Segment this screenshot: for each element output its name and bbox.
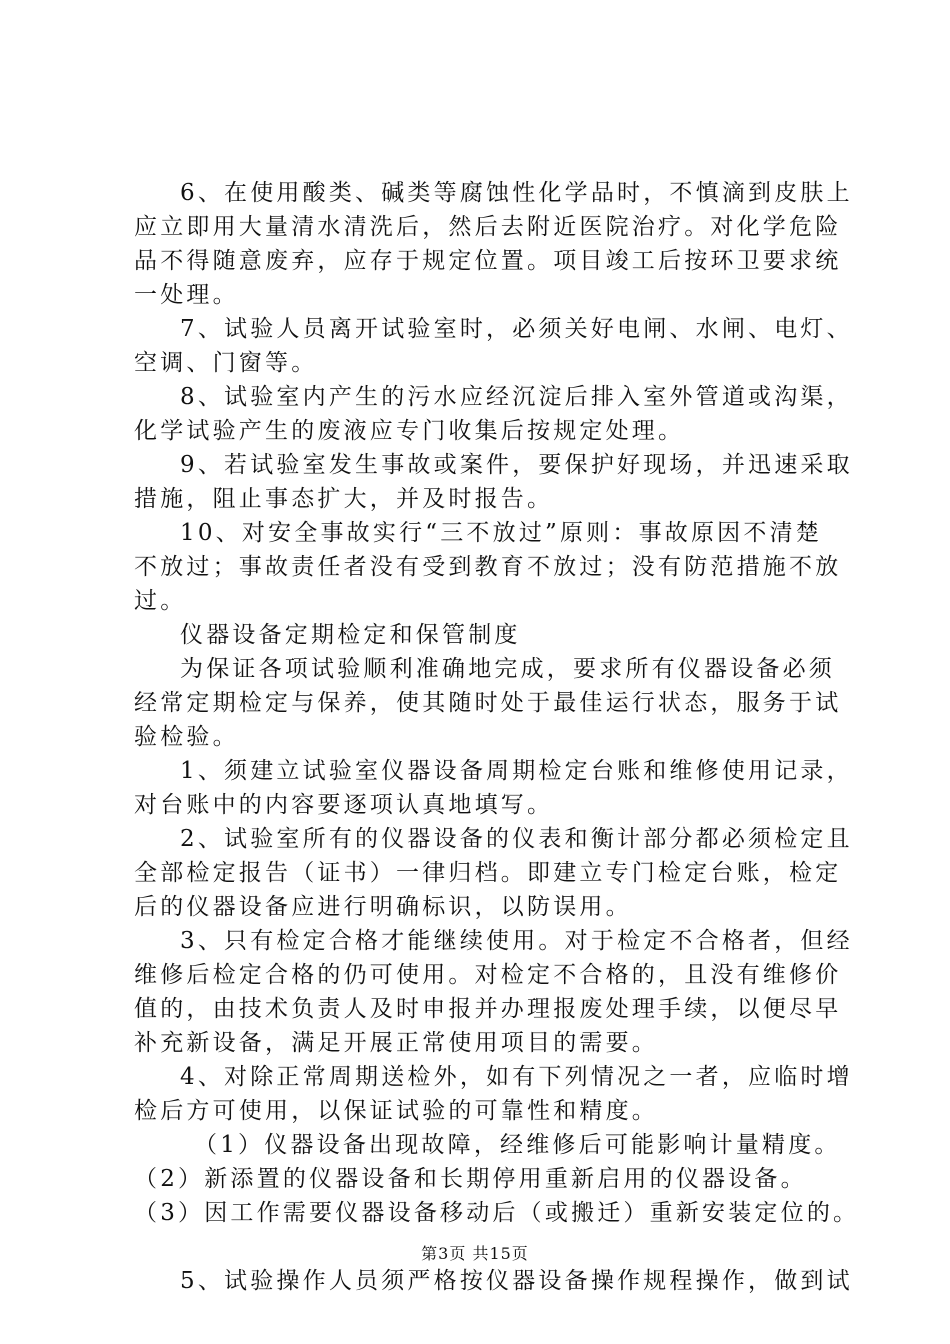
- paragraph-line: 9、若试验室发生事故或案件，要保护好现场，并迅速采取: [180, 452, 853, 478]
- paragraph-line: 5、试验操作人员须严格按仪器设备操作规程操作，做到试: [180, 1268, 853, 1294]
- paragraph-line: 8、试验室内产生的污水应经沉淀后排入室外管道或沟渠，: [180, 384, 853, 410]
- paragraph-line: 2、试验室所有的仪器设备的仪表和衡计部分都必须检定且: [180, 826, 853, 852]
- paragraph-line: 化学试验产生的废液应专门收集后按规定处理。: [134, 418, 685, 444]
- paragraph-line: 维修后检定合格的仍可使用。对检定不合格的，且没有维修价: [134, 962, 842, 988]
- paragraph-line: 3、只有检定合格才能继续使用。对于检定不合格者，但经: [180, 928, 853, 954]
- list-item: （2）新添置的仪器设备和长期停用重新启用的仪器设备。: [134, 1166, 807, 1192]
- page-footer: 第3页 共15页: [421, 1244, 529, 1263]
- paragraph-line: 空调、门窗等。: [134, 350, 318, 376]
- paragraph-line: 10、对安全事故实行“三不放过”原则：事故原因不清楚: [180, 520, 822, 546]
- paragraph-line: 6、在使用酸类、碱类等腐蚀性化学品时，不慎滴到皮肤上: [180, 180, 853, 206]
- paragraph-line: 过。: [134, 588, 187, 614]
- paragraph-line: 不放过；事故责任者没有受到教育不放过；没有防范措施不放: [134, 554, 842, 580]
- section-heading: 仪器设备定期检定和保管制度: [180, 622, 521, 648]
- paragraph-line: 4、对除正常周期送检外，如有下列情况之一者，应临时增: [180, 1064, 853, 1090]
- paragraph-line: 检后方可使用，以保证试验的可靠性和精度。: [134, 1098, 658, 1124]
- paragraph-line: 全部检定报告（证书）一律归档。即建立专门检定台账，检定: [134, 860, 842, 886]
- paragraph-line: 补充新设备，满足开展正常使用项目的需要。: [134, 1030, 658, 1056]
- paragraph-line: 经常定期检定与保养，使其随时处于最佳运行状态，服务于试: [134, 690, 842, 716]
- paragraph-line: 1、须建立试验室仪器设备周期检定台账和维修使用记录，: [180, 758, 853, 784]
- paragraph-line: 品不得随意废弃，应存于规定位置。项目竣工后按环卫要求统: [134, 248, 842, 274]
- paragraph-line: 一处理。: [134, 282, 239, 308]
- list-item: （1）仪器设备出现故障，经维修后可能影响计量精度。: [194, 1132, 841, 1158]
- paragraph-line: 验检验。: [134, 724, 239, 750]
- paragraph-line: 为保证各项试验顺利准确地完成，要求所有仪器设备必须: [180, 656, 835, 682]
- paragraph-line: 应立即用大量清水清洗后，然后去附近医院治疗。对化学危险: [134, 214, 842, 240]
- paragraph-line: 值的，由技术负责人及时申报并办理报废处理手续，以便尽早: [134, 996, 842, 1022]
- document-body: [134, 176, 860, 1298]
- list-item: （3）因工作需要仪器设备移动后（或搬迁）重新安装定位的。: [134, 1200, 860, 1226]
- paragraph-line: 7、试验人员离开试验室时，必须关好电闸、水闸、电灯、: [180, 316, 853, 342]
- paragraph-line: 措施，阻止事态扩大，并及时报告。: [134, 486, 554, 512]
- paragraph-line: 对台账中的内容要逐项认真地填写。: [134, 792, 554, 818]
- paragraph-line: 后的仪器设备应进行明确标识，以防误用。: [134, 894, 632, 920]
